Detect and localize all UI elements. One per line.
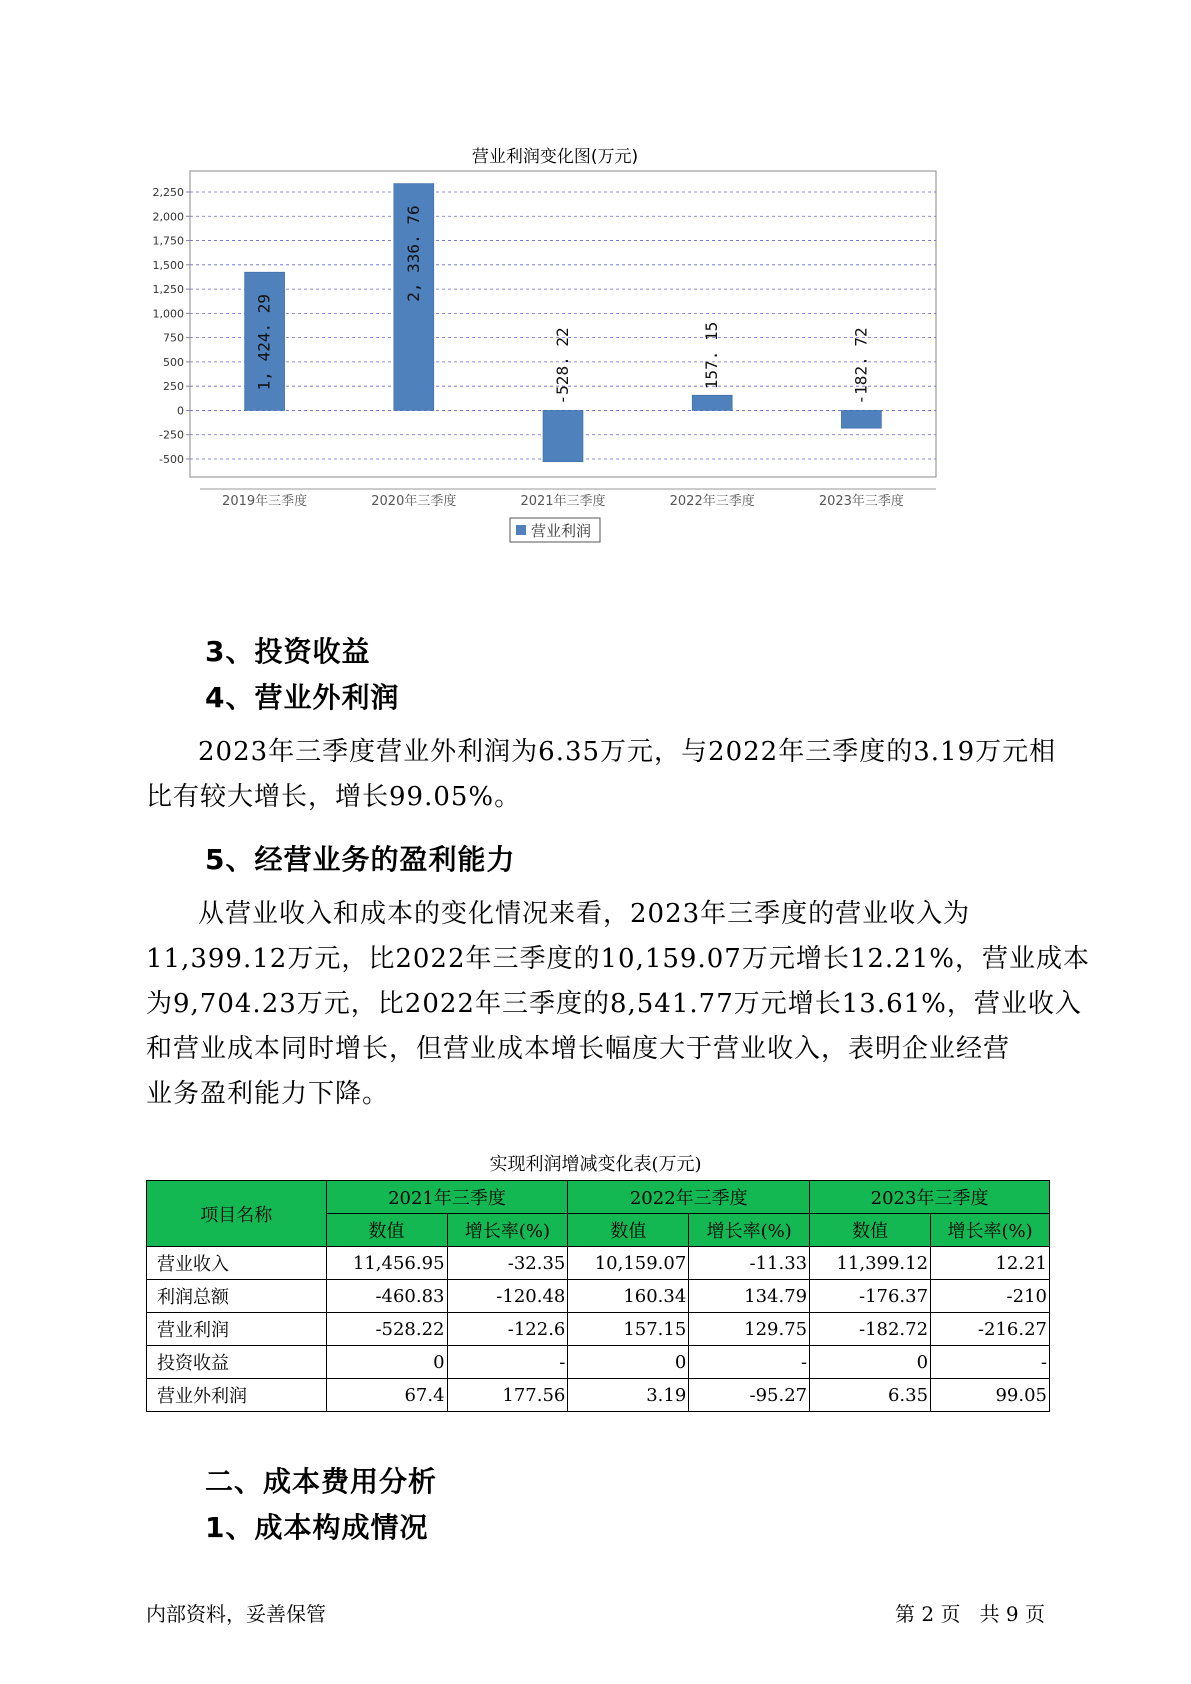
x-category-label: 2021年三季度: [520, 494, 606, 509]
header-period: 2021年三季度: [326, 1181, 568, 1214]
header-value: 数值: [568, 1214, 689, 1247]
x-category-label: 2023年三季度: [818, 494, 904, 509]
paragraph-line: 比有较大增长，增长99.05%。: [146, 782, 522, 812]
table-cell: 157.15: [568, 1313, 689, 1346]
row-name: 利润总额: [147, 1280, 327, 1313]
row-name: 投资收益: [147, 1346, 327, 1379]
y-tick-label: 2,250: [152, 186, 184, 199]
header-period: 2022年三季度: [568, 1181, 810, 1214]
paragraph-line: 和营业成本同时增长，但营业成本增长幅度大于营业收入，表明企业经营: [146, 1034, 1011, 1064]
chart-title: 营业利润变化图(万元): [471, 147, 639, 167]
paragraph-line: 11,399.12万元，比2022年三季度的10,159.07万元增长12.21%，营业成本: [146, 944, 1090, 974]
header-period: 2023年三季度: [810, 1181, 1050, 1214]
table-cell: 67.4: [326, 1379, 447, 1412]
y-tick-label: 1,500: [152, 258, 184, 272]
paragraph-line: 2023年三季度营业外利润为6.35万元，与2022年三季度的3.19万元相: [198, 737, 1057, 767]
paragraph-profitability: [146, 892, 1090, 1117]
table-cell: 134.79: [689, 1280, 810, 1313]
x-category-label: 2019年三季度: [222, 494, 308, 509]
table-cell: 6.35: [810, 1379, 931, 1412]
table-row: [147, 1313, 1050, 1346]
y-tick-label: 750: [163, 331, 184, 345]
heading-investment-income: 3、投资收益: [205, 635, 371, 668]
table-cell: -528.22: [326, 1313, 447, 1346]
table-cell: -: [447, 1346, 568, 1379]
y-axis-ticks: [153, 186, 191, 466]
header-item-name: 项目名称: [147, 1181, 327, 1247]
table-row: [147, 1379, 1050, 1412]
table-cell: 177.56: [447, 1379, 568, 1412]
bar-value-label: -182. 72: [851, 327, 871, 405]
table-cell: -11.33: [689, 1247, 810, 1280]
table-title: 实现利润增减变化表(万元): [489, 1154, 702, 1175]
y-tick-label: 500: [163, 355, 184, 369]
row-name: 营业外利润: [147, 1379, 327, 1412]
table-cell: 11,399.12: [810, 1247, 931, 1280]
header-value: 数值: [810, 1214, 931, 1247]
paragraph-line: 从营业收入和成本的变化情况来看，2023年三季度的营业收入为: [198, 899, 971, 929]
table-cell: 12.21: [931, 1247, 1050, 1280]
legend-label: 营业利润: [531, 522, 592, 540]
x-axis-categories: [222, 493, 904, 509]
header-growth: 增长率(%): [447, 1214, 568, 1247]
bar-value-label: 1, 424. 29: [254, 294, 274, 391]
table-cell: 99.05: [931, 1379, 1050, 1412]
table-cell: 3.19: [568, 1379, 689, 1412]
y-tick-label: 1,000: [152, 307, 184, 321]
heading-cost-analysis: 二、成本费用分析: [205, 1465, 438, 1498]
y-tick-label: 1,250: [152, 283, 184, 297]
table-cell: 0: [326, 1346, 447, 1379]
footer-confidential: 内部资料，妥善保管: [146, 1602, 326, 1626]
table-row: [147, 1280, 1050, 1313]
table-cell: -216.27: [931, 1313, 1050, 1346]
bar: [692, 395, 732, 410]
x-category-label: 2022年三季度: [669, 494, 755, 509]
chart-svg: [150, 140, 1030, 600]
y-tick-label: 2,000: [152, 210, 184, 224]
heading-profitability: 5、经营业务的盈利能力: [205, 843, 516, 876]
row-name: 营业利润: [147, 1313, 327, 1346]
y-tick-label: -500: [159, 453, 184, 466]
table-row: [147, 1346, 1050, 1379]
footer-page-number: 第 2 页 共 9 页: [895, 1602, 1045, 1626]
row-name: 营业收入: [147, 1247, 327, 1280]
header-growth: 增长率(%): [931, 1214, 1050, 1247]
legend-swatch: [516, 525, 526, 535]
y-tick-label: 250: [163, 380, 184, 394]
bar-value-label: 157. 15: [702, 321, 722, 390]
table-cell: -32.35: [447, 1247, 568, 1280]
table-cell: -460.83: [326, 1280, 447, 1313]
table-cell: 129.75: [689, 1313, 810, 1346]
table-cell: -210: [931, 1280, 1050, 1313]
bar: [841, 410, 881, 428]
bar: [543, 410, 583, 461]
table-cell: -: [931, 1346, 1050, 1379]
table-cell: -122.6: [447, 1313, 568, 1346]
table-cell: 11,456.95: [326, 1247, 447, 1280]
heading-cost-structure: 1、成本构成情况: [205, 1511, 429, 1544]
y-tick-label: 1,750: [152, 234, 184, 248]
table-cell: -176.37: [810, 1280, 931, 1313]
profit-change-table: [146, 1180, 1050, 1412]
y-tick-label: -250: [159, 428, 184, 442]
table-cell: -: [689, 1346, 810, 1379]
table-cell: 160.34: [568, 1280, 689, 1313]
header-value: 数值: [326, 1214, 447, 1247]
paragraph-non-operating-profit: [146, 730, 1057, 820]
table-cell: -95.27: [689, 1379, 810, 1412]
paragraph-line: 为9,704.23万元，比2022年三季度的8,541.77万元增长13.61%，营业收入: [146, 989, 1082, 1019]
table-cell: -182.72: [810, 1313, 931, 1346]
y-tick-label: 0: [177, 404, 184, 418]
table-cell: 0: [568, 1346, 689, 1379]
table-cell: 10,159.07: [568, 1247, 689, 1280]
bar-value-label: -528. 22: [553, 327, 572, 405]
header-growth: 增长率(%): [689, 1214, 810, 1247]
heading-non-operating-profit: 4、营业外利润: [205, 681, 400, 714]
legend: [510, 518, 600, 542]
table-cell: 0: [810, 1346, 931, 1379]
table-cell: -120.48: [447, 1280, 568, 1313]
bar-value-label: 2, 336. 76: [403, 205, 423, 302]
table-row: [147, 1247, 1050, 1280]
operating-profit-chart: [150, 140, 1030, 600]
x-category-label: 2020年三季度: [371, 494, 457, 509]
paragraph-line: 业务盈利能力下降。: [146, 1079, 390, 1109]
